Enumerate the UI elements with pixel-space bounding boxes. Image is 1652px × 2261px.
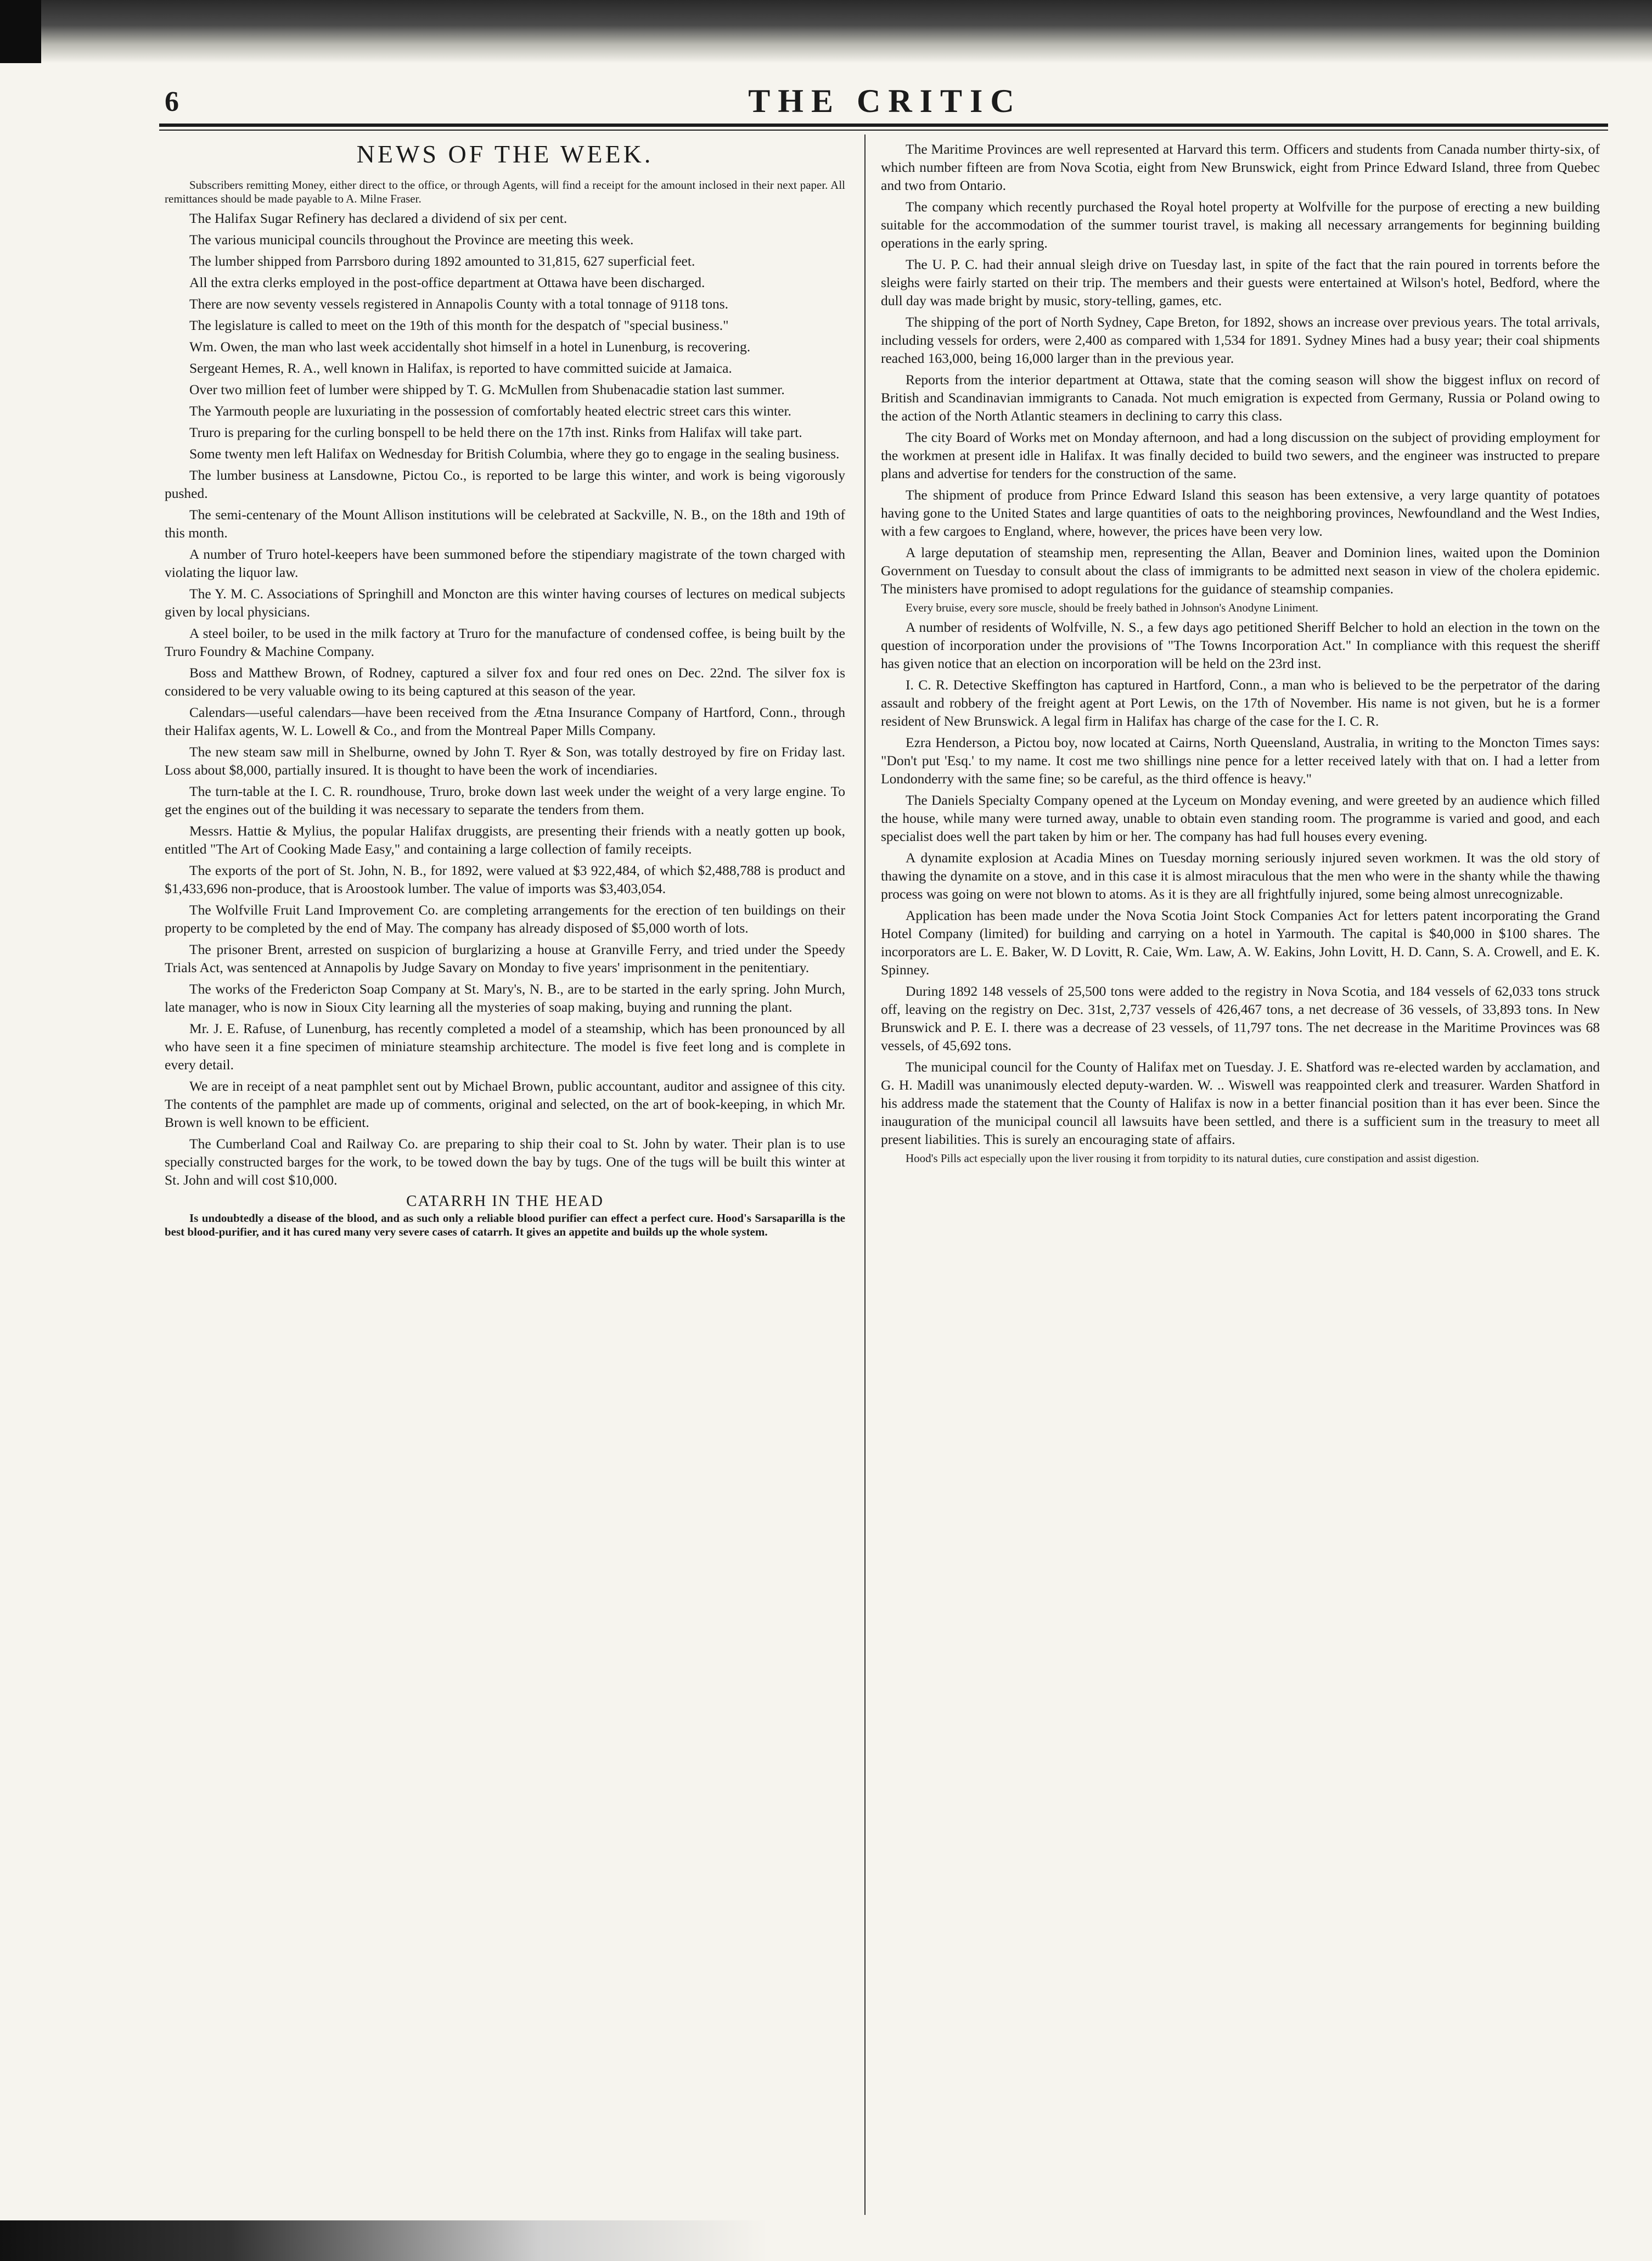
news-item: The various municipal councils throughout the Province are meeting this week.	[189, 232, 634, 248]
news-item: We are in receipt of a neat pamphlet sent out by Michael Brown, public accountant, auditor and assignee of this city. The contents of the pamphlet are made up of comments, original and selected, on the art of book-keeping, in which Mr. Brown is well known to be efficient.	[165, 1078, 845, 1130]
page-number: 6	[165, 86, 179, 117]
news-item: Reports from the interior department at Ottawa, state that the coming season will show the biggest influx on record of British and Scandinavian immigrants to Canada. Not much emigration is expected from Germany, Russia or Poland owing to the action of the North Atlantic steamers in declining to carry this class.	[881, 372, 1600, 424]
news-item: The Maritime Provinces are well represented at Harvard this term. Officers and students from Canada number thirty-six, of which number fifteen are from Nova Scotia, eight from New Brunswick, eight from Prince Edward Island, three from Quebec and two from Ontario.	[881, 141, 1600, 193]
news-item: Mr. J. E. Rafuse, of Lunenburg, has recently completed a model of a steamship, which has been pronounced by all who have seen it a fine specimen of miniature steamship architecture. The model is five feet long and is complete in every detail.	[165, 1020, 845, 1073]
news-item: I. C. R. Detective Skeffington has captured in Hartford, Conn., a man who is believed to be the perpetrator of the daring assault and robbery of the freight agent at Port Lewis, on the 17th of November. His name is not given, but he is a former resident of New Brunswick. A legal firm in Halifax has charge of the case for the I. C. R.	[881, 677, 1600, 729]
news-item: A steel boiler, to be used in the milk factory at Truro for the manufacture of condensed coffee, is being built by the Truro Foundry & Machine Company.	[165, 625, 845, 659]
news-item: Application has been made under the Nova Scotia Joint Stock Companies Act for letters patent incorporating the Grand Hotel Company (limited) for building and carrying on a hotel in Yarmouth. The capital is $40,000 in $100 shares. The incorporators are L. E. Baker, W. D Lovitt, R. Caie, Wm. Law, A. W. Eakins, John Lovitt, H. D. Cann, S. A. Crowell, and E. K. Spinney.	[881, 907, 1600, 978]
news-item: The U. P. C. had their annual sleigh drive on Tuesday last, in spite of the fact that the rain poured in torrents before the sleighs were fairly started on their trip. The members and their guests were entertained at Wilson's hotel, Bedford, where the dull day was made bright by music, story-telling, games, etc.	[881, 256, 1600, 308]
news-item: A number of residents of Wolfville, N. S., a few days ago petitioned Sheriff Belcher to hold an election in the town on the question of incorporation under the provisions of "The Towns Incorporation Act." In compliance with this request the sheriff has given notice that an election on incorporation will be held on the 23rd inst.	[881, 619, 1600, 671]
news-item: The shipping of the port of North Sydney, Cape Breton, for 1892, shows an increase over previous years. The total arrivals, including vessels for orders, were 2,400 as compared with 1,534 for 1891. Sydney Mines had a busy year; their coal shipments reached 163,000, being 16,000 larger than in the previous year.	[881, 314, 1600, 366]
news-item: The prisoner Brent, arrested on suspicion of burglarizing a house at Granville Ferry, and tried under the Speedy Trials Act, was sentenced at Annapolis by Judge Savary on Monday to five years' imprisonment in the penitentiary.	[165, 941, 845, 975]
right-news-items-continued	[881, 618, 1600, 1148]
header-rule	[159, 124, 1608, 127]
news-item: Boss and Matthew Brown, of Rodney, captured a silver fox and four red ones on Dec. 22nd. The silver fox is considered to be very valuable owing to its being captured at this season of the year.	[165, 665, 845, 699]
liniment-notice: Every bruise, every sore muscle, should be freely bathed in Johnson's Anodyne Liniment.	[906, 601, 1319, 614]
scan-blot	[0, 0, 41, 63]
news-item: Sergeant Hemes, R. A., well known in Halifax, is reported to have committed suicide at Jamaica.	[189, 360, 732, 376]
news-item: The Daniels Specialty Company opened at the Lyceum on Monday evening, and were greeted by an audience which filled the house, while many were turned away, unable to obtain even standing room. The programme is varied and good, and each specialist does well the part taken by him or her. The company has had full houses every evening.	[881, 792, 1600, 844]
news-item: All the extra clerks employed in the post-office department at Ottawa have been discharged.	[189, 274, 705, 290]
news-item: The municipal council for the County of Halifax met on Tuesday. J. E. Shatford was re-elected warden by acclamation, and G. H. Madill was unanimously elected deputy-warden. W. .. Wiswell was reappointed clerk and treasurer. Warden Shatford in his address made the statement that the County of Halifax is now in a better financial position than it has ever been. Since the inauguration of the municipal council all lawsuits have been settled, and there is a sufficient sum in the treasury to meet all present liabilities. This is surely an encouraging state of affairs.	[881, 1059, 1600, 1147]
news-item: Ezra Henderson, a Pictou boy, now located at Cairns, North Queensland, Australia, in writing to the Moncton Times says: "Don't put 'Esq.' to my name. It cost me two shillings nine pence for a letter received lately with that on. I had a letter from Londonderry with the same fine; so be careful, as the third offence is heavy."	[881, 734, 1600, 787]
news-item: Over two million feet of lumber were shipped by T. G. McMullen from Shubenacadie station last summer.	[189, 381, 785, 397]
news-item: The Cumberland Coal and Railway Co. are preparing to ship their coal to St. John by water. Their plan is to use specially constructed barges for the work, to be towed down the bay by tugs. One of the tugs will be built this winter at St. John and will cost $10,000.	[165, 1136, 845, 1188]
ad-heading: CATARRH IN THE HEAD	[406, 1192, 604, 1210]
news-item: Messrs. Hattie & Mylius, the popular Halifax druggists, are presenting their friends with a neatly gotten up book, entitled "The Art of Cooking Made Easy," and containing a large collection of family receipts.	[165, 823, 845, 857]
news-item: A dynamite explosion at Acadia Mines on Tuesday morning seriously injured seven workmen. It was the old story of thawing the dynamite on a stove, and in this case it is almost miraculous that the men who were in the shanty while the thawing process was going on were not blown to atoms. As it is they are all frightfully injured, some being almost unrecognizable.	[881, 850, 1600, 902]
hoods-pills-notice: Hood's Pills act especially upon the liver rousing it from torpidity to its natural duties, cure constipation and assist digestion.	[906, 1152, 1479, 1165]
news-item: The Yarmouth people are luxuriating in the possession of comfortably heated electric street cars this winter.	[189, 403, 791, 419]
news-item: Calendars—useful calendars—have been received from the Ætna Insurance Company of Hartford, Conn., through their Halifax agents, W. L. Lowell & Co., and from the Montreal Paper Mills Company.	[165, 704, 845, 738]
news-item: The lumber shipped from Parrsboro during 1892 amounted to 31,815, 627 superficial feet.	[189, 253, 695, 269]
news-item: During 1892 148 vessels of 25,500 tons were added to the registry in Nova Scotia, and 184 vessels of 62,033 tons struck off, leaving on the registry on Dec. 31st, 2,737 vessels of 426,467 tons, a net decrease of 36 vessels, of 33,893 tons. In New Brunswick and P. E. I. there was a decrease of 23 vessels, of 11,797 tons. The net decrease in the Maritime Provinces was 68 vessels, of 45,692 tons.	[881, 983, 1600, 1053]
news-item: Wm. Owen, the man who last week accidentally shot himself in a hotel in Lunenburg, is recovering.	[189, 339, 751, 355]
news-item: The works of the Fredericton Soap Company at St. Mary's, N. B., are to be started in the early spring. John Murch, late manager, who is now in Sioux City learning all the mysteries of soap making, buying and running the plant.	[165, 981, 845, 1015]
news-item: The semi-centenary of the Mount Allison institutions will be celebrated at Sackville, N. B., on the 18th and 19th of this month.	[165, 507, 845, 541]
scan-shadow-top	[0, 0, 1652, 63]
ad-text: Is undoubtedly a disease of the blood, and as such only a reliable blood purifier can effect a perfect cure. Hood's Sarsaparilla is the best blood-purifier, and it has cured many very severe cases of catarrh. It gives an appetite and builds up the whole system.	[165, 1211, 845, 1238]
right-column	[881, 140, 1600, 1169]
scan-shadow-bottom	[0, 2220, 768, 2261]
news-item: The legislature is called to meet on the 19th of this month for the despatch of "special business."	[189, 317, 729, 333]
column-divider	[864, 134, 866, 2215]
news-item: The new steam saw mill in Shelburne, owned by John T. Ryer & Son, was totally destroyed by fire on Friday last. Loss about $8,000, partially insured. It is thought to have been the work of incendiaries.	[165, 744, 845, 778]
header-rule-thin	[159, 130, 1608, 131]
news-item: The company which recently purchased the Royal hotel property at Wolfville for the purpose of erecting a new building suitable for the accommodation of the summer tourist travel, is making all necessary arrangements for beginning building operations in the early spring.	[881, 199, 1600, 251]
publication-title: THE CRITIC	[748, 83, 1022, 119]
news-item: The shipment of produce from Prince Edward Island this season has been extensive, a very large quantity of potatoes having gone to the United States and large quantities of oats to the neighboring provinces, Newfoundland and the West Indies, with a few cargoes to England, where, however, the prices have been very low.	[881, 487, 1600, 539]
news-item: Subscribers remitting Money, either direct to the office, or through Agents, will find a receipt for the amount inclosed in their next paper. All remittances should be made payable to A. Milne Fraser.	[165, 178, 845, 205]
news-item: The Y. M. C. Associations of Springhill and Moncton are this winter having courses of lectures on medical subjects given by local physicians.	[165, 586, 845, 620]
news-item: A number of Truro hotel-keepers have been summoned before the stipendiary magistrate of the town charged with violating the liquor law.	[165, 546, 845, 580]
news-item: The exports of the port of St. John, N. B., for 1892, were valued at $3 922,484, of which $2,488,788 is product and $1,433,696 non-produce, that is Aroostook lumber. The value of imports was $3,403,054.	[165, 862, 845, 896]
news-item: A large deputation of steamship men, representing the Allan, Beaver and Dominion lines, waited upon the Dominion Government on Tuesday to consult about the class of immigrants to be admitted next season in view of the cholera epidemic. The ministers have promised to adopt regulations for the guidance of steamship companies.	[881, 545, 1600, 597]
news-item: The Wolfville Fruit Land Improvement Co. are completing arrangements for the erection of ten buildings on their property to be completed by the end of May. The company has already disposed of $5,000 worth of lots.	[165, 902, 845, 936]
news-item: The city Board of Works met on Monday afternoon, and had a long discussion on the subject of providing employment for the workmen at present idle in Halifax. It was finally decided to build two sewers, and the engineer was instructed to prepare plans and advertise for tenders for the construction of the same.	[881, 429, 1600, 481]
news-item: Some twenty men left Halifax on Wednesday for British Columbia, where they go to engage in the sealing business.	[189, 446, 840, 462]
news-item: There are now seventy vessels registered in Annapolis County with a total tonnage of 9118 tons.	[189, 296, 729, 312]
right-news-items	[881, 140, 1600, 598]
news-item: The Halifax Sugar Refinery has declared a dividend of six per cent.	[189, 210, 567, 226]
news-item: The turn-table at the I. C. R. roundhouse, Truro, broke down last week under the weight of a very large engine. To get the engines out of the building it was necessary to separate the tenders from them.	[165, 783, 845, 817]
left-news-items	[165, 178, 845, 1189]
left-column	[165, 140, 845, 1242]
news-item: Truro is preparing for the curling bonspell to be held there on the 17th inst. Rinks from Halifax will take part.	[189, 424, 802, 440]
page-header	[165, 82, 1605, 121]
news-item: The lumber business at Lansdowne, Pictou Co., is reported to be large this winter, and work is being vigorously pushed.	[165, 467, 845, 501]
section-heading: NEWS OF THE WEEK.	[356, 140, 654, 168]
